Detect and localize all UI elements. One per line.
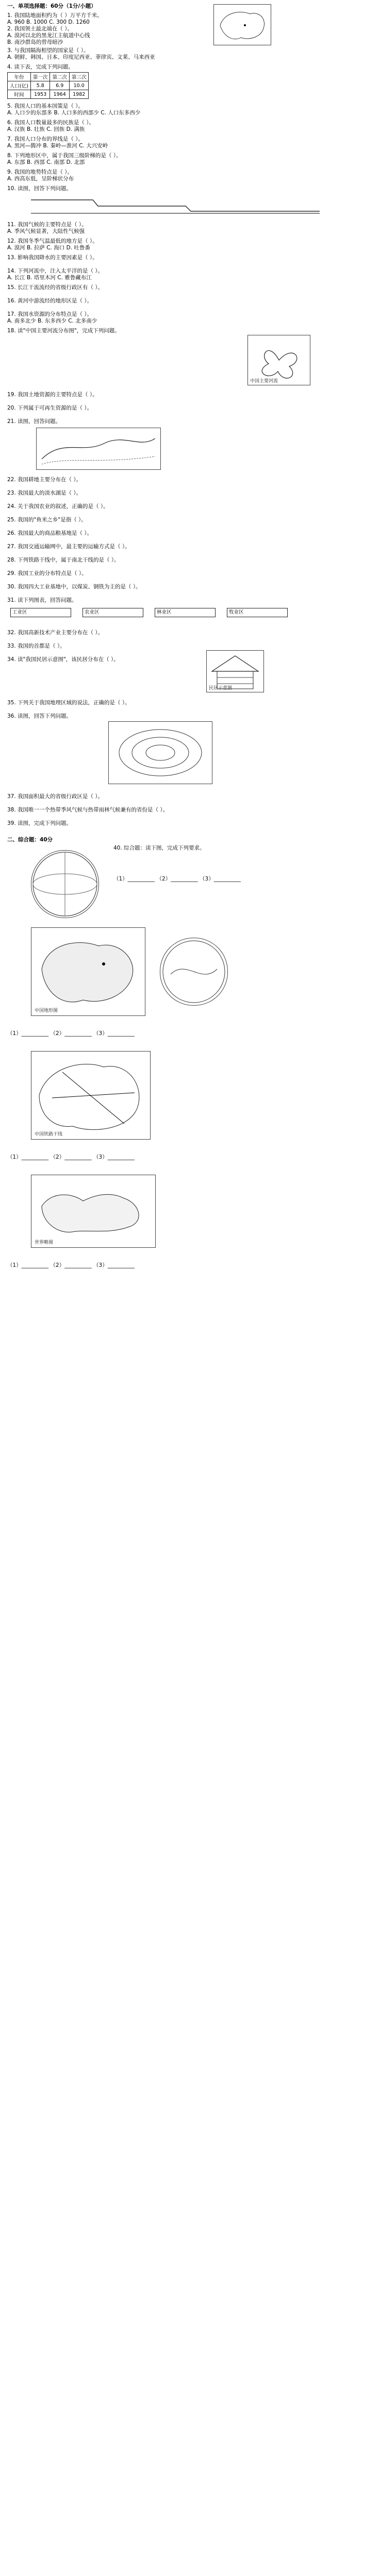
choice-box: 工业区	[10, 608, 71, 617]
answer-blanks-2: （1）__________ （2）__________ （3）__________	[7, 1030, 135, 1037]
map-figure	[213, 4, 271, 45]
section2-title: 二、综合题：40分	[7, 837, 53, 843]
q14: 14. 下列河流中，注入太平洋的是（ ）。	[7, 268, 104, 274]
terrain-profile-figure	[31, 195, 320, 215]
terrain-map-figure	[108, 721, 212, 784]
table-cell: 5.8	[30, 81, 50, 90]
section-title: 一、单项选择题：60分（1分/小题）	[7, 3, 96, 9]
railway-map-figure	[31, 1051, 151, 1140]
q9-options: A. 西高东低，呈阶梯状分布	[7, 176, 74, 182]
q1: 1. 我国陆地面积约为（ ）万平方千米。	[7, 12, 103, 19]
q32: 32. 我国高新技术产业主要分布在（ ）。	[7, 630, 104, 636]
table-cell: 10.0	[69, 81, 89, 90]
q26: 26. 我国最大的商品粮基地是（ ）。	[7, 530, 93, 536]
choice-box: 林业区	[155, 608, 216, 617]
q11-options: A. 季风气候显著，大陆性气候强	[7, 228, 85, 234]
table-cell: 1964	[50, 90, 70, 99]
q4: 4. 读下表，完成下列问题。	[7, 64, 74, 70]
q6: 6. 我国人口数量最多的民族是（ ）。	[7, 120, 94, 126]
q31: 31. 读下列图表，回答问题。	[7, 597, 77, 603]
answer-blanks: （1）__________ （2）__________ （3）__________	[113, 876, 241, 882]
q20: 20. 下列属于可再生资源的是（ ）。	[7, 405, 93, 411]
q10: 10. 读图，回答下列问题。	[7, 185, 72, 192]
terrain-map-svg	[109, 722, 212, 784]
q40: 40. 综合题：读下图，完成下列要求。	[113, 845, 205, 851]
globe-figure	[31, 850, 99, 918]
table-cell: 时间	[8, 90, 31, 99]
fig-label: 世界略图	[35, 1240, 54, 1245]
q21: 21. 读图，回答问题。	[7, 418, 61, 425]
table-cell: 1953	[30, 90, 50, 99]
q39: 39. 读图，完成下列问题。	[7, 820, 72, 826]
q38: 38. 我国唯一一个热带季风气候与热带雨林气候兼有的省份是（ ）。	[7, 807, 169, 813]
coast-map-figure	[36, 428, 161, 470]
q3-options: A. 朝鲜、韩国、日本、印度尼西亚、菲律宾、文莱、马来西亚	[7, 54, 155, 60]
rivers-map-svg	[248, 335, 310, 385]
q16: 16. 黄河中游流经的地形区是（ ）。	[7, 298, 93, 304]
china-outline-svg	[214, 5, 271, 45]
fig-label: 中国主要河流	[250, 379, 278, 384]
table-header: 年份	[8, 73, 31, 81]
globe-svg	[31, 851, 98, 918]
q23: 23. 我国最大的淡水湖是（ ）。	[7, 490, 82, 496]
choice-box: 农业区	[82, 608, 143, 617]
q33: 33. 我国的首都是（ ）。	[7, 643, 65, 649]
q7-options: A. 黑河—腾冲 B. 秦岭—淮河 C. 大兴安岭	[7, 143, 108, 149]
q12-options: A. 漠河 B. 拉萨 C. 海口 D. 吐鲁番	[7, 245, 90, 251]
terrain-profile-svg	[31, 195, 320, 215]
table-cell: 1982	[69, 90, 89, 99]
q37: 37. 我国面积最大的省级行政区是（ ）。	[7, 793, 104, 800]
table-header: 第二次	[50, 73, 70, 81]
q2-optA: A. 漠河以北的黑龙江主航道中心线	[7, 32, 90, 39]
q8: 8. 下列地形区中，属于我国三级阶梯的是（ ）。	[7, 152, 122, 159]
q15: 15. 长江干流流经的省级行政区有（ ）。	[7, 284, 104, 291]
q30: 30. 我国四大工业基地中，以煤炭、钢铁为主的是（ ）。	[7, 584, 141, 590]
q36: 36. 读图，回答下列问题。	[7, 713, 72, 719]
rivers-map-figure	[247, 335, 310, 385]
house-figure	[206, 650, 264, 692]
q5: 5. 我国人口的基本国策是（ ）。	[7, 103, 84, 109]
q2-optB: B. 南沙群岛的曾母暗沙	[7, 39, 63, 45]
q14-options: A. 长江 B. 塔里木河 C. 雅鲁藏布江	[7, 275, 92, 281]
q28: 28. 下列铁路干线中，属于南北干线的是（ ）。	[7, 557, 120, 563]
climate-map-svg	[160, 938, 227, 1005]
table-header: 第三次	[69, 73, 89, 81]
q11: 11. 我国气候的主要特点是（ ）。	[7, 222, 87, 228]
q35: 35. 下列关于我国地理区域的说法，正确的是（ ）。	[7, 700, 130, 706]
q5-options: A. 人口少的东部多 B. 人口多的西部少 C. 人口东多西少	[7, 110, 141, 116]
china-map-svg	[31, 928, 145, 1015]
q8-options: A. 东部 B. 西部 C. 南部 D. 北部	[7, 159, 85, 165]
world-map-figure	[31, 1175, 156, 1248]
q19: 19. 我国土地资源的主要特点是（ ）。	[7, 392, 98, 398]
q13: 13. 影响我国降水的主要因素是（ ）。	[7, 255, 98, 261]
population-table	[7, 72, 89, 99]
table-header: 第一次	[30, 73, 50, 81]
q17-options: A. 南多北少 B. 东多西少 C. 北多南少	[7, 318, 97, 324]
fig-label: 中国地形图	[35, 1008, 58, 1013]
q25: 25. 我国的"鱼米之乡"是指（ ）。	[7, 517, 87, 523]
fig-label: 民居示意图	[209, 686, 233, 691]
q17: 17. 我国水资源的分布特点是（ ）。	[7, 311, 93, 317]
q9: 9. 我国的地势特点是（ ）。	[7, 169, 73, 175]
q29: 29. 我国工业的分布特点是（ ）。	[7, 570, 87, 577]
q22: 22. 我国耕地主要分布在（ ）。	[7, 477, 82, 483]
climate-map-figure	[160, 938, 228, 1006]
q1-options: A. 960 B. 1000 C. 300 D. 1260	[7, 19, 90, 25]
china-map-figure	[31, 927, 145, 1016]
q24: 24. 关于我国农业的叙述，正确的是（ ）。	[7, 503, 109, 510]
q3: 3. 与我国隔海相望的国家是（ ）。	[7, 47, 89, 54]
table-cell: 人口(亿)	[8, 81, 31, 90]
answer-blanks-3: （1）__________ （2）__________ （3）__________	[7, 1154, 135, 1160]
world-map-svg	[31, 1175, 155, 1247]
q6-options: A. 汉族 B. 壮族 C. 回族 D. 满族	[7, 126, 85, 132]
choice-box: 牧业区	[227, 608, 288, 617]
fig-label: 中国铁路干线	[35, 1132, 63, 1137]
answer-blanks-4: （1）__________ （2）__________ （3）__________	[7, 1262, 135, 1268]
q12: 12. 我国冬季气温最低的地方是（ ）。	[7, 238, 98, 244]
coast-map-svg	[37, 428, 160, 469]
q7: 7. 我国人口分布的界线是（ ）。	[7, 136, 84, 142]
q2: 2. 我国领土最北端在（ ）。	[7, 26, 73, 32]
table-cell: 6.9	[50, 81, 70, 90]
q18: 18. 读"中国主要河流分布图"，完成下列问题。	[7, 328, 120, 334]
q34: 34. 读"我国民居示意图"，该民居分布在（ ）。	[7, 656, 119, 663]
railway-map-svg	[31, 1052, 150, 1139]
q27: 27. 我国交通运输网中，最主要的运输方式是（ ）。	[7, 544, 130, 550]
